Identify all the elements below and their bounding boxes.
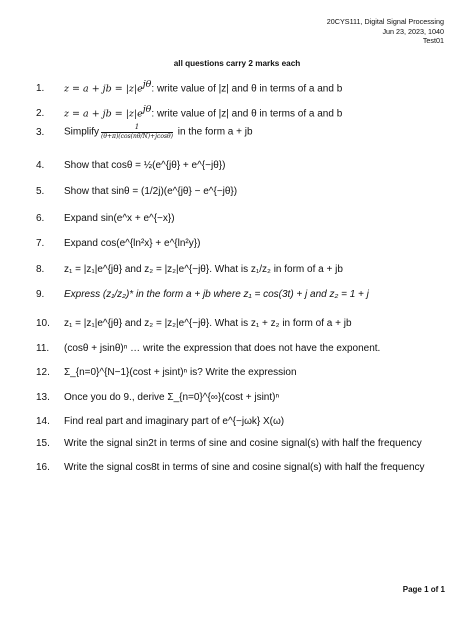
question-9: 9. Express (z₁/z₂)* in the form a + jb where z₁ = cos(3t) + j and z₂ = 1 + j [36, 289, 369, 300]
question-8: 8. z₁ = |z₁|e^{jθ} and z₂ = |z₂|e^{−jθ}. What is z₁/z₂ in form of a + jb [36, 264, 343, 275]
question-11: 11. (cosθ + jsinθ)ⁿ … write the expression that does not have the exponent. [36, 343, 381, 354]
page-title: all questions carry 2 marks each [173, 59, 301, 68]
page-number: Page 1 of 1 [402, 585, 445, 594]
document-header [327, 17, 444, 46]
question-12: 12. Σ_{n=0}^{N−1}(cost + jsint)ⁿ is? Write the expression [36, 367, 297, 378]
question-3: 3. Simplify $\frac{1}{(\theta+\pi)(\cos(n\theta/N)+jcos\theta)}$ in the form a + jb [36, 123, 253, 140]
question-5: 5. Show that sinθ = (1/2j)(e^{jθ} − e^{−jθ}) [36, 186, 238, 197]
question-13: 13. Once you do 9., derive Σ_{n=0}^{∞}(cost + jsint)ⁿ [36, 392, 280, 403]
course-name: 20CYS111, Digital Signal Processing [326, 17, 444, 26]
question-4: 4. Show that cosθ = ½(e^{jθ} + e^{−jθ}) [36, 160, 226, 171]
question-1: 1. z = a + jb = $|z|e^{j\theta}$: write value of |z| and θ in terms of a and b [36, 79, 343, 95]
question-10: 10. z₁ = |z₁|e^{jθ} and z₂ = |z₂|e^{−jθ}. What is z₁ + z₂ in form of a + jb [36, 318, 352, 329]
exam-datetime: Jun 23, 2023, 1040 [382, 26, 444, 36]
fraction: $\frac{1}{(\theta+\pi)(\cos(n\theta/N)+jcos\theta)}$ [101, 123, 173, 140]
question-6: 6. Expand sin(e^x + e^{−x}) [36, 213, 175, 224]
question-2: 2. z = a + jb = $|z|e^{j\theta}$: write value of |z| and θ in terms of a and b [36, 104, 343, 120]
question-16: 16. Write the signal cos8t in terms of sine and cosine signal(s) with half the frequency [36, 462, 425, 473]
test-id: Test01 [422, 36, 444, 46]
question-7: 7. Expand cos(e^{ln²x} + e^{ln²y}) [36, 238, 201, 249]
question-14: 14. Find real part and imaginary part of e^{−jωk} X(ω) [36, 416, 285, 427]
question-15: 15. Write the signal sin2t in terms of sine and cosine signal(s) with half the frequency [36, 438, 422, 449]
